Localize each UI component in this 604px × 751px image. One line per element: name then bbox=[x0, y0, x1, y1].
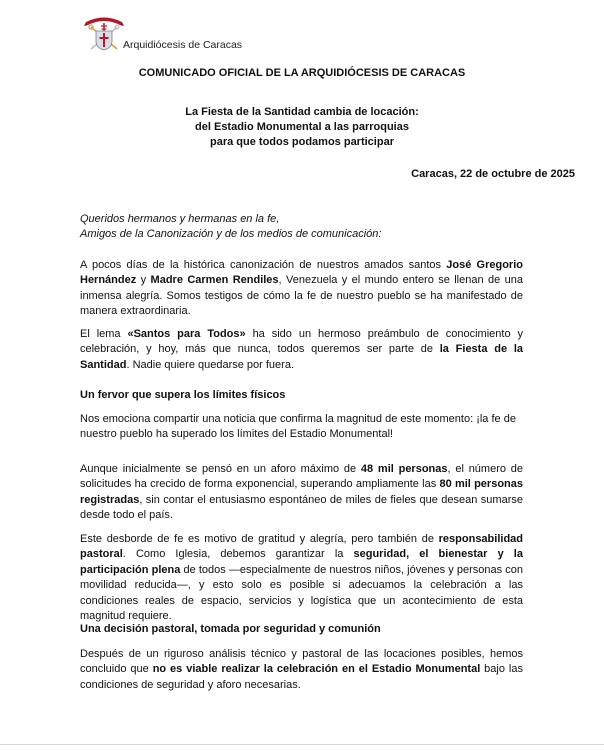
decision-bold: no es viable realizar la celebración en el Estadio Monumental bbox=[152, 663, 481, 676]
subtitle-line: del Estadio Monumental a las parroquias bbox=[195, 121, 409, 133]
event-name-bold: la Fiesta de la Santidad bbox=[80, 343, 523, 371]
text: Este desborde de fe es motivo de gratitud y alegría, pero también de bbox=[80, 533, 439, 545]
text: , el número de solicitudes ha crecido de forma exponencial, superando ampliamente las bbox=[80, 463, 524, 491]
text: Aunque inicialmente se pensó en un aforo máximo de bbox=[80, 463, 361, 475]
greeting bbox=[80, 212, 523, 243]
saint-name-bold: Madre Carmen Rendiles bbox=[150, 274, 279, 287]
text: Después de un riguroso análisis técnico y pastoral de las locaciones posibles, hemos concluido que bbox=[80, 648, 523, 676]
document-title: COMUNICADO OFICIAL DE LA ARQUIDIÓCESIS DE CARACAS bbox=[138, 67, 466, 79]
text: , sin contar el entusiasmo espontáneo de miles de fieles que desean sumarse desde todo el país. bbox=[80, 493, 523, 522]
text: , Venezuela y el mundo entero se llenan de una inmensa alegría. Somos testigos de cómo la fe de nuestro pueblo se ha manifestado de manera extraordinaria. bbox=[80, 274, 523, 318]
text: . Nadie quiere quedarse por fuera. bbox=[126, 358, 295, 371]
paragraph-responsibility bbox=[80, 532, 523, 624]
paragraph-canonization bbox=[80, 258, 523, 320]
greeting-line: Amigos de la Canonización y de los medios de comunicación: bbox=[80, 228, 382, 241]
safety-bold: seguridad, el bienestar y la participación plena bbox=[80, 548, 523, 576]
text: A pocos días de la histórica canonización de nuestros amados santos bbox=[80, 259, 447, 271]
text: ha sido un hermoso preámbulo de conocimiento y celebración, y hoy, más que nunca, todos queremos ser parte de bbox=[80, 328, 523, 356]
capacity-bold: 48 mil personas bbox=[360, 463, 448, 475]
subtitle-line: La Fiesta de la Santidad cambia de locación: bbox=[185, 106, 419, 118]
saint-name-bold: José Gregorio Hernández bbox=[80, 259, 523, 287]
document-date: Caracas, 22 de octubre de 2025 bbox=[411, 168, 575, 180]
text: de todos —especialmente de nuestros niños, jóvenes y personas con movilidad reducida—, y esto solo es posible si adecuamos la celebración a las condiciones reales de espacio, servicios y logística que un acontecimiento de esta magnitud requiere. bbox=[80, 563, 523, 623]
section-heading-decision: Una decisión pastoral, tomada por seguridad y comunión bbox=[80, 623, 381, 635]
archdiocese-coat-of-arms-icon bbox=[84, 13, 124, 51]
text: El lema bbox=[80, 328, 128, 340]
responsibility-bold: responsabilidad pastoral bbox=[80, 533, 523, 561]
document-subtitle bbox=[0, 105, 604, 150]
paragraph-attendance bbox=[80, 462, 523, 524]
paragraph-news: Nos emociona compartir una noticia que confirma la magnitud de este momento: ¡la fe de nuestro pueblo ha superado los límites del Estadio Monumental! bbox=[80, 413, 516, 441]
organization-name: Arquidiócesis de Caracas bbox=[123, 39, 243, 51]
registered-bold: 80 mil personas registradas bbox=[80, 478, 523, 506]
greeting-line: Queridos hermanos y hermanas en la fe, bbox=[80, 213, 280, 225]
section-heading-fervor: Un fervor que supera los límites físicos bbox=[80, 389, 286, 401]
paragraph-decision bbox=[80, 647, 523, 693]
paragraph-motto bbox=[80, 327, 523, 373]
text: . Como Iglesia, debemos garantizar la bbox=[122, 548, 354, 561]
text: y bbox=[136, 274, 151, 287]
motto-bold: «Santos para Todos» bbox=[127, 328, 246, 340]
text: bajo las condiciones de seguridad y aforo necesarias. bbox=[80, 663, 523, 691]
subtitle-line: para que todos podamos participar bbox=[210, 136, 394, 148]
